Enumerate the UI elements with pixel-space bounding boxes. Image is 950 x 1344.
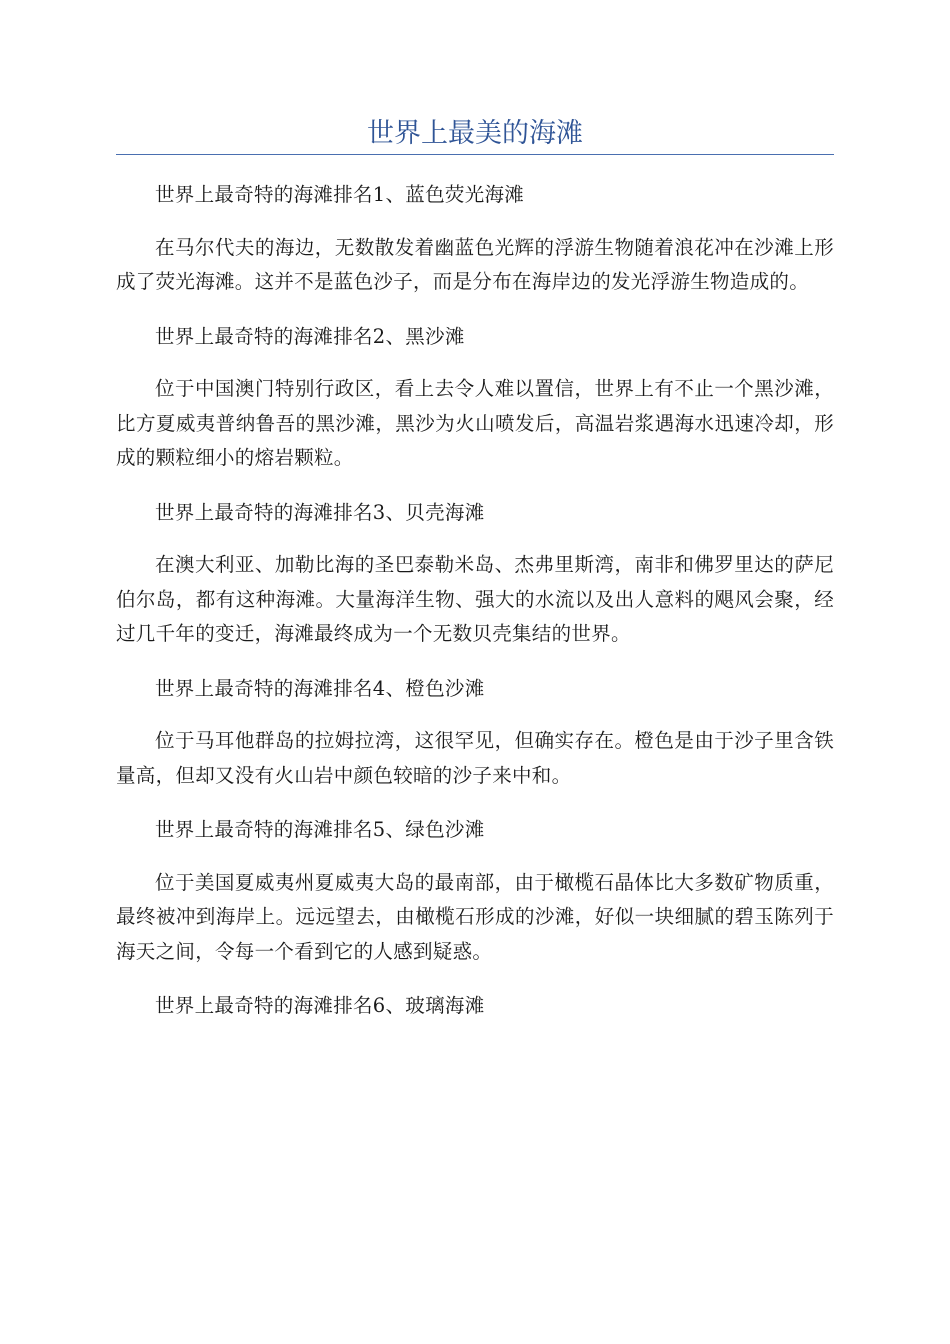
section-paragraph-4: 位于马耳他群岛的拉姆拉湾，这很罕见，但确实存在。橙色是由于沙子里含铁量高，但却又没有火山岩中颜色较暗的沙子来中和。 — [116, 729, 834, 787]
section-heading-4: 世界上最奇特的海滩排名4、橙色沙滩 — [155, 676, 485, 700]
section-heading-3: 世界上最奇特的海滩排名3、贝壳海滩 — [155, 500, 485, 524]
page-title: 世界上最美的海滩 — [367, 118, 583, 149]
title-underline — [116, 154, 834, 155]
section-heading-5: 世界上最奇特的海滩排名5、绿色沙滩 — [155, 818, 485, 841]
section-paragraph-1: 在马尔代夫的海边，无数散发着幽蓝色光辉的浮游生物随着浪花冲在沙滩上形成了荧光海滩。这并不是蓝色沙子，而是分布在海岸边的发光浮游生物造成的。 — [116, 235, 834, 293]
section-paragraph-5: 位于美国夏威夷州夏威夷大岛的最南部，由于橄榄石晶体比大多数矿物质重，最终被冲到海岸上。远远望去，由橄榄石形成的沙滩，好似一块细腻的碧玉陈列于海天之间，令每一个看到它的人感到疑惑。 — [116, 870, 834, 963]
section-heading-2: 世界上最奇特的海滩排名2、黑沙滩 — [155, 324, 465, 348]
section-paragraph-2: 位于中国澳门特别行政区，看上去令人难以置信，世界上有不止一个黑沙滩，比方夏威夷普纳鲁吾的黑沙滩，黑沙为火山喷发后，高温岩浆遇海水迅速冷却，形成的颗粒细小的熔岩颗粒。 — [116, 377, 834, 469]
section-heading-1: 世界上最奇特的海滩排名1、蓝色荧光海滩 — [155, 183, 525, 206]
section-heading-6: 世界上最奇特的海滩排名6、玻璃海滩 — [155, 994, 485, 1017]
document-body — [116, 178, 834, 1042]
section-paragraph-3: 在澳大利亚、加勒比海的圣巴泰勒米岛、杰弗里斯湾，南非和佛罗里达的萨尼伯尔岛，都有这种海滩。大量海洋生物、强大的水流以及出人意料的飓风会聚，经过几千年的变迁，海滩最终成为一个无数贝壳集结的世界。 — [116, 553, 834, 645]
